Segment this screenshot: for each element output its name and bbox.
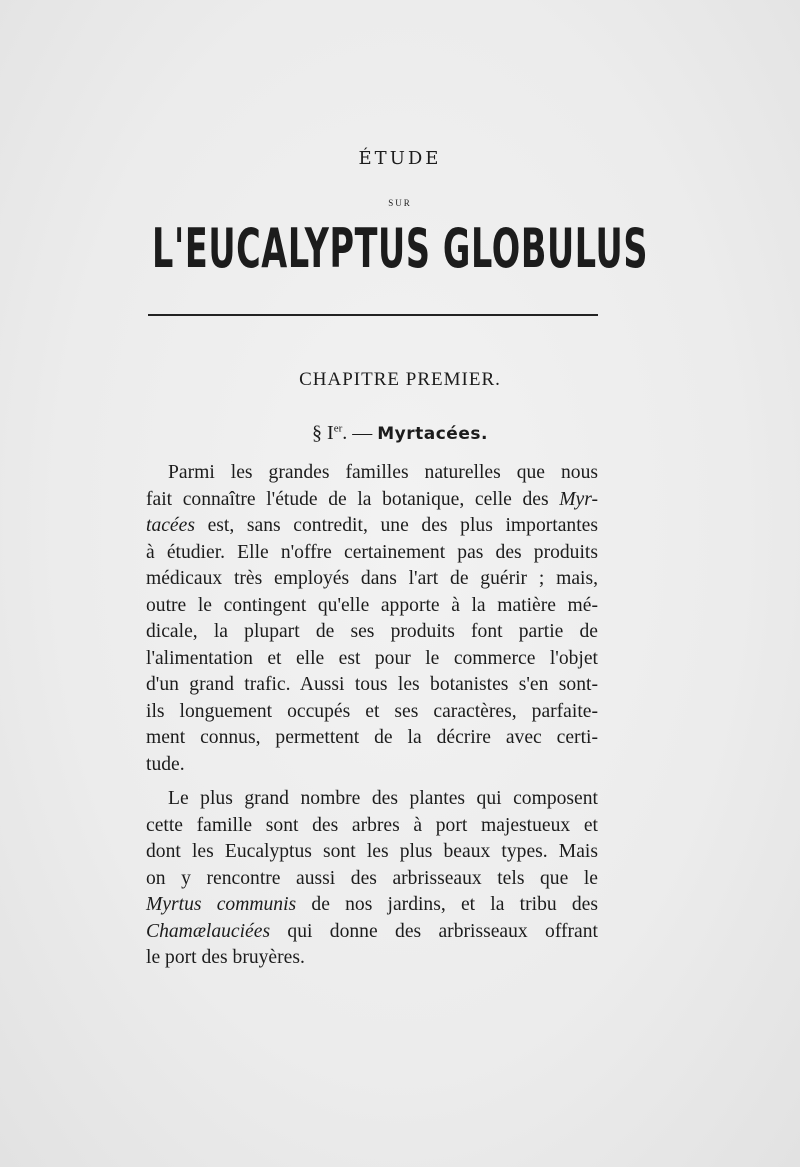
text-line <box>146 892 598 919</box>
italic-span: Chamælauciées <box>146 920 271 942</box>
text-line: médicaux très employés dans l'art de guérir ; mais, <box>146 568 598 589</box>
text-line: outre le contingent qu'elle apporte à la matière mé- <box>146 594 598 616</box>
text-line: cette famille sont des arbres à port majestueux et <box>146 814 598 836</box>
text-line: on y rencontre aussi des arbrisseaux tels que le <box>146 867 598 889</box>
italic-span: Myrtus communis <box>146 894 297 915</box>
section-separator: . — <box>342 422 378 444</box>
text-span: fait connaître l'étude de la botanique, celle des <box>146 488 560 510</box>
text-span: qui donne des arbrisseaux offrant <box>270 920 598 942</box>
title-rule <box>148 314 598 316</box>
section-heading <box>0 422 800 445</box>
book-title: L'EUCALYPTUS GLOBULUS <box>152 217 649 280</box>
text-line <box>146 487 598 514</box>
italic-span: tacées <box>146 515 195 536</box>
text-line: tude. <box>146 753 185 775</box>
sur-heading: SUR <box>388 198 412 208</box>
text-line: Le plus grand nombre des plantes qui composent <box>168 788 598 809</box>
text-line <box>146 919 598 946</box>
text-line: à étudier. Elle n'offre certainement pas des produits <box>146 541 598 563</box>
text-line: Parmi les grandes familles naturelles que nous <box>168 462 598 483</box>
etude-heading: ÉTUDE <box>358 148 442 169</box>
section-prefix: § I <box>312 422 334 444</box>
text-line: dont les Eucalyptus sont les plus beaux types. Mais <box>146 841 598 862</box>
paragraph-2 <box>146 786 598 972</box>
text-line: dicale, la plupart de ses produits font partie de <box>146 621 598 642</box>
chapter-heading: CHAPITRE PREMIER. <box>299 369 501 390</box>
text-line: ils longuement occupés et ses caractères, parfaite- <box>146 700 598 722</box>
section-sup: er <box>333 422 343 435</box>
italic-span: Myr- <box>559 488 598 510</box>
text-line: le port des bruyères. <box>146 947 305 968</box>
text-span: de nos jardins, et la tribu des <box>296 894 598 915</box>
paragraph-1 <box>146 460 598 778</box>
text-line <box>146 513 598 540</box>
body-text <box>146 460 598 972</box>
text-line: d'un grand trafic. Aussi tous les botanistes s'en sont- <box>146 674 598 695</box>
section-name: Myrtacées. <box>377 424 488 444</box>
text-line: l'alimentation et elle est pour le commerce l'objet <box>146 647 598 669</box>
text-line: ment connus, permettent de la décrire avec certi- <box>146 727 598 748</box>
text-span: est, sans contredit, une des plus importantes <box>194 515 598 536</box>
